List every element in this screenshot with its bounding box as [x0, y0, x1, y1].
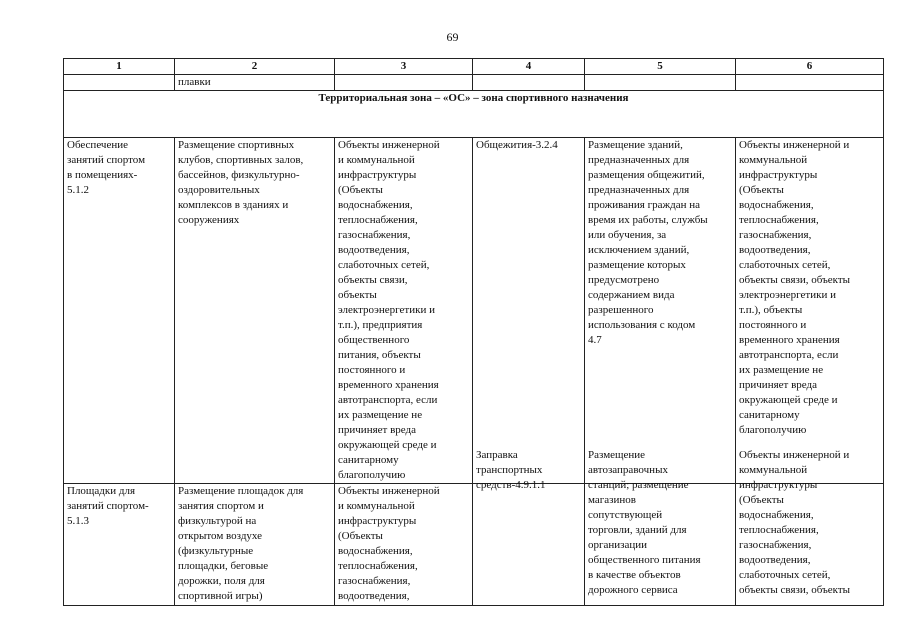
text-line: Объекты инженерной — [338, 139, 440, 151]
text-line: санитарному — [338, 454, 399, 466]
text-line: водоотведения, — [739, 244, 811, 256]
page-number: 69 — [446, 30, 459, 44]
text-line: газоснабжения, — [338, 229, 411, 241]
text-line: общественного — [338, 334, 410, 346]
auxiliary-objects-cell — [335, 138, 473, 484]
text-line: проживания граждан на — [588, 199, 700, 211]
text-line: в качестве объектов — [588, 569, 681, 581]
text-line: оздоровительных — [178, 184, 260, 196]
text-line: Объекты инженерной и — [739, 139, 850, 151]
text-line: (Объекты — [338, 530, 383, 542]
text-line: инфраструктуры — [338, 515, 417, 527]
text-line: объекты связи, — [338, 274, 408, 286]
text-line: общественного питания — [588, 554, 701, 566]
text-line: теплоснабжения, — [739, 524, 819, 536]
text-line: теплоснабжения, — [338, 214, 418, 226]
text-line: физкультурой на — [178, 515, 257, 527]
text-line: автозаправочных — [588, 464, 668, 476]
text-line: Объекты инженерной — [338, 485, 440, 497]
text-line: их размещение не — [338, 409, 423, 421]
use-type-cell — [64, 484, 175, 606]
conditional-auxiliary-bottom — [739, 448, 880, 598]
text-line: (Объекты — [739, 494, 784, 506]
text-line: размещение которых — [588, 259, 686, 271]
zone-title-row — [64, 91, 884, 138]
text-line: исключением зданий, — [588, 244, 690, 256]
text-line: или обучения, за — [588, 229, 667, 241]
text-line: содержанием вида — [588, 289, 675, 301]
use-description-cell — [175, 138, 335, 484]
text-line: в помещениях- — [67, 169, 138, 181]
text-line: водоотведения, — [338, 590, 410, 602]
conditional-description-cell — [585, 138, 736, 596]
text-line: причиняет вреда — [338, 424, 416, 436]
column-number-row — [64, 59, 884, 75]
text-line: электроэнергетики и — [338, 304, 435, 316]
text-line: Площадки для — [67, 485, 136, 497]
text-line: окружающей среде и — [338, 439, 437, 451]
text-line: благополучию — [338, 469, 406, 481]
text-line: Обеспечение — [67, 139, 128, 151]
text-line: дорожки, поля для — [178, 575, 265, 587]
text-line: причиняет вреда — [739, 379, 817, 391]
text-line: инфраструктуры — [338, 169, 417, 181]
continuation-text: плавки — [175, 75, 335, 91]
text-line: Объекты инженерной и — [739, 449, 850, 461]
zone-title: Территориальная зона – «ОС» – зона спортивного назначения — [64, 91, 884, 138]
table-row — [64, 138, 884, 484]
text-line: т.п.), предприятия — [338, 319, 423, 331]
column-header: 2 — [175, 59, 335, 75]
text-line: слаботочных сетей, — [739, 569, 831, 581]
text-line: размещения общежитий, — [588, 169, 705, 181]
text-line: 4.7 — [588, 334, 602, 346]
text-line: и коммунальной — [338, 500, 415, 512]
text-line: временного хранения — [338, 379, 439, 391]
text-line: теплоснабжения, — [739, 214, 819, 226]
text-line: дорожного сервиса — [588, 584, 678, 596]
text-line: водоотведения, — [338, 244, 410, 256]
text-line: клубов, спортивных залов, — [178, 154, 304, 166]
text-line: газоснабжения, — [338, 575, 411, 587]
text-line: транспортных — [476, 464, 543, 476]
text-line: постоянного и — [739, 319, 807, 331]
text-line: станций; размещение — [588, 479, 689, 491]
text-line: газоснабжения, — [739, 539, 812, 551]
text-line: автотранспорта, если — [739, 349, 839, 361]
text-line: торговли, зданий для — [588, 524, 687, 536]
text-line: объекты связи, объекты — [739, 274, 851, 286]
text-line: Общежития-3.2.4 — [476, 139, 558, 151]
text-line: площадки, беговые — [178, 560, 269, 572]
text-line: постоянного и — [338, 364, 406, 376]
text-line: водоснабжения, — [739, 509, 814, 521]
text-line: санитарному — [739, 409, 800, 421]
text-line: занятия спортом и — [178, 500, 264, 512]
text-line: объекты — [338, 289, 377, 301]
column-header: 4 — [473, 59, 585, 75]
text-line: инфраструктуры — [739, 479, 818, 491]
text-line: средств-4.9.1.1 — [476, 479, 546, 491]
text-line: автотранспорта, если — [338, 394, 438, 406]
text-line: газоснабжения, — [739, 229, 812, 241]
text-line: их размещение не — [739, 364, 824, 376]
text-line: спортивной игры) — [178, 590, 263, 602]
text-line: бассейнов, физкультурно- — [178, 169, 300, 181]
text-line: разрешенного — [588, 304, 654, 316]
text-line: и коммунальной — [338, 154, 415, 166]
text-line: открытом воздухе — [178, 530, 263, 542]
text-line: слаботочных сетей, — [338, 259, 430, 271]
text-line: организации — [588, 539, 648, 551]
text-line: объекты связи, объекты — [739, 584, 851, 596]
column-header: 6 — [736, 59, 884, 75]
text-line: предусмотрено — [588, 274, 660, 286]
continuation-row — [64, 75, 884, 91]
use-description-cell — [175, 484, 335, 606]
text-line: водоснабжения, — [338, 545, 413, 557]
text-line: (физкультурные — [178, 545, 254, 557]
text-line: Размещение зданий, — [588, 139, 683, 151]
conditional-description-bottom — [588, 448, 732, 598]
column-header: 5 — [585, 59, 736, 75]
text-line: т.п.), объекты — [739, 304, 803, 316]
text-line: магазинов — [588, 494, 636, 506]
text-line: электроэнергетики и — [739, 289, 836, 301]
text-line: окружающей среде и — [739, 394, 838, 406]
text-line: предназначенных для — [588, 184, 690, 196]
text-line: благополучию — [739, 424, 807, 436]
text-line: (Объекты — [338, 184, 383, 196]
text-line: Размещение — [588, 449, 646, 461]
text-line: водоснабжения, — [338, 199, 413, 211]
text-line: занятий спортом — [67, 154, 146, 166]
column-header: 3 — [335, 59, 473, 75]
use-type-cell — [64, 138, 175, 484]
conditional-use-top — [476, 138, 581, 153]
text-line: Заправка — [476, 449, 518, 461]
conditional-description-top — [588, 138, 732, 348]
text-line: коммунальной — [739, 464, 808, 476]
conditional-auxiliary-cell — [736, 138, 884, 596]
column-header: 1 — [64, 59, 175, 75]
text-line: 5.1.2 — [67, 184, 89, 196]
text-line: сооружениях — [178, 214, 240, 226]
text-line: Размещение спортивных — [178, 139, 295, 151]
text-line: Размещение площадок для — [178, 485, 304, 497]
text-line: сопутствующей — [588, 509, 663, 521]
conditional-auxiliary-top — [739, 138, 880, 438]
text-line: водоотведения, — [739, 554, 811, 566]
auxiliary-objects-cell — [335, 484, 473, 606]
zoning-table — [63, 58, 884, 606]
text-line: предназначенных для — [588, 154, 690, 166]
text-line: время их работы, службы — [588, 214, 708, 226]
text-line: занятий спортом- — [67, 500, 149, 512]
text-line: теплоснабжения, — [338, 560, 418, 572]
text-line: временного хранения — [739, 334, 840, 346]
text-line: 5.1.3 — [67, 515, 89, 527]
conditional-use-bottom — [476, 448, 581, 493]
text-line: коммунальной — [739, 154, 808, 166]
text-line: питания, объекты — [338, 349, 421, 361]
text-line: комплексов в зданиях и — [178, 199, 289, 211]
text-line: инфраструктуры — [739, 169, 818, 181]
text-line: водоснабжения, — [739, 199, 814, 211]
text-line: использования с кодом — [588, 319, 696, 331]
text-line: слаботочных сетей, — [739, 259, 831, 271]
conditional-use-cell — [473, 138, 585, 491]
text-line: (Объекты — [739, 184, 784, 196]
